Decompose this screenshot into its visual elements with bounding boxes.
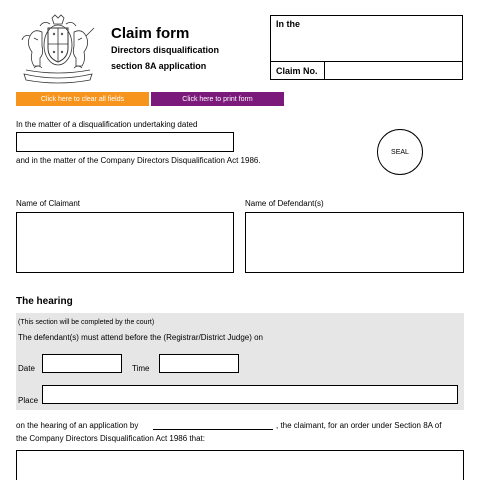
order-details-field[interactable] bbox=[16, 450, 464, 480]
hearing-place-field[interactable] bbox=[42, 385, 458, 404]
hearing-time-field[interactable] bbox=[159, 354, 239, 373]
hearing-section bbox=[16, 313, 464, 410]
undertaking-date-field[interactable] bbox=[16, 132, 234, 152]
court-name-field[interactable] bbox=[271, 31, 462, 61]
matter-text: In the matter of a disqualification undertaking dated bbox=[16, 120, 198, 129]
claimant-name-field[interactable] bbox=[16, 212, 234, 273]
hearing-heading: The hearing bbox=[16, 296, 73, 307]
form-title: Claim form bbox=[111, 25, 190, 42]
act-text: and in the matter of the Company Directors Disqualification Act 1986. bbox=[16, 156, 261, 165]
form-subtitle-line1: Directors disqualification bbox=[111, 45, 220, 55]
print-form-button[interactable]: Click here to print form bbox=[151, 92, 284, 106]
attend-text: The defendant(s) must attend before the (Registrar/District Judge) on bbox=[18, 333, 264, 342]
in-the-label: In the bbox=[276, 19, 300, 29]
clear-fields-button[interactable]: Click here to clear all fields bbox=[16, 92, 149, 106]
hearing-note: (This section will be completed by the court) bbox=[18, 319, 155, 326]
defendant-label: Name of Defendant(s) bbox=[245, 199, 324, 208]
place-label: Place bbox=[18, 396, 39, 405]
date-label: Date bbox=[18, 364, 35, 373]
applicant-name-field[interactable] bbox=[153, 429, 273, 430]
royal-crest-icon bbox=[14, 14, 102, 84]
hearing-date-field[interactable] bbox=[42, 354, 122, 373]
time-label: Time bbox=[132, 364, 150, 373]
defendant-name-field[interactable] bbox=[245, 212, 464, 273]
seal-label: SEAL bbox=[391, 148, 409, 156]
claim-no-field[interactable] bbox=[324, 62, 462, 79]
claimant-label: Name of Claimant bbox=[16, 199, 81, 208]
claim-no-label: Claim No. bbox=[276, 66, 318, 76]
application-text-part1: on the hearing of an application by bbox=[16, 421, 139, 430]
form-subtitle-line2: section 8A application bbox=[111, 61, 207, 71]
application-text-line2: the Company Directors Disqualification Act 1986 that: bbox=[16, 434, 205, 443]
application-text-part2: , the claimant, for an order under Section 8A of bbox=[276, 421, 442, 430]
claim-no-row bbox=[271, 61, 462, 79]
seal-stamp bbox=[377, 129, 423, 175]
